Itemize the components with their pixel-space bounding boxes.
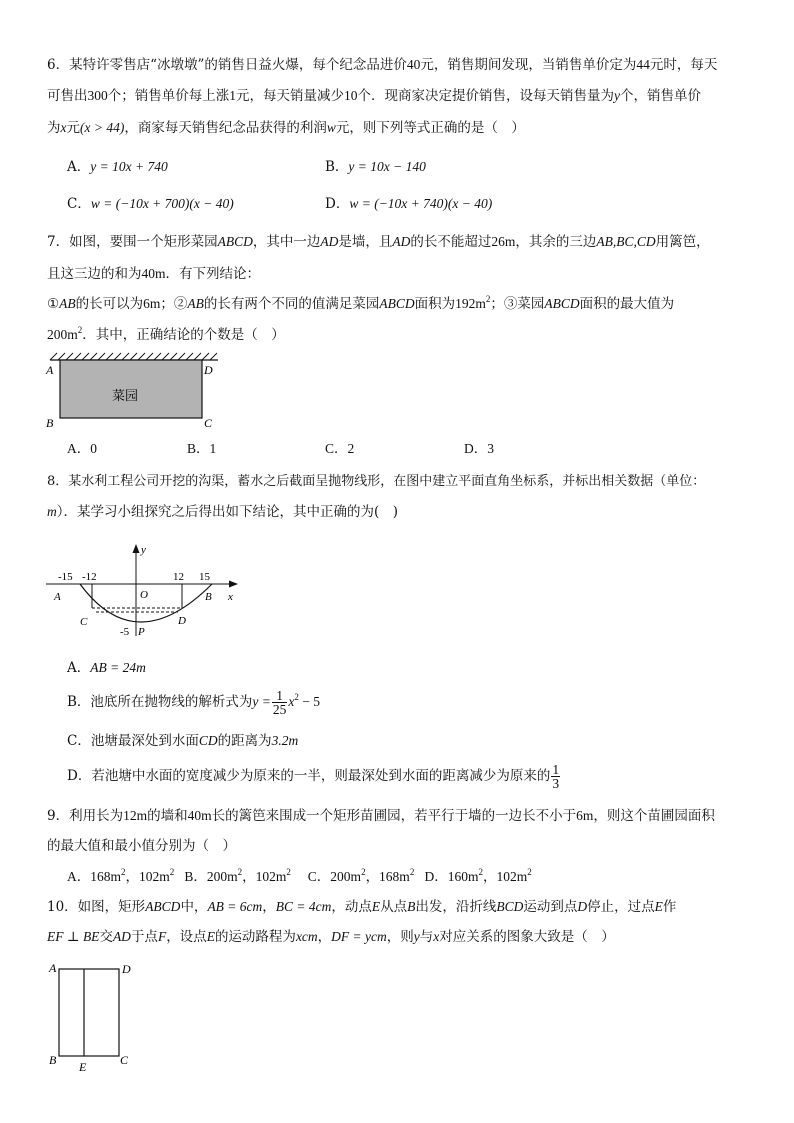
q7-option-a[interactable] xyxy=(67,439,97,459)
num: 6m xyxy=(576,808,594,823)
label-p: P xyxy=(138,626,145,638)
text: 面积的最大值为 xyxy=(579,296,675,312)
var: AD xyxy=(392,234,411,249)
q7-line-1 xyxy=(47,232,710,252)
option-expr: y = 10x + 740 xyxy=(90,159,168,174)
exp: 2 xyxy=(409,867,415,877)
label-b: B xyxy=(205,591,212,603)
option-text: A．0 xyxy=(67,441,97,456)
option-text: B．池底所在抛物线的解析式为 xyxy=(67,694,253,710)
text: 中， xyxy=(180,899,208,915)
var: AB xyxy=(187,296,204,311)
exp: 2 xyxy=(237,867,243,877)
text: ，则 xyxy=(386,929,414,945)
expr: y = xyxy=(252,694,271,709)
var: AB xyxy=(59,296,76,311)
var: y xyxy=(614,88,620,103)
num: 12m xyxy=(123,808,148,823)
var: AD xyxy=(112,929,131,944)
q8-option-b[interactable] xyxy=(67,686,320,718)
label-c: C xyxy=(80,616,88,628)
q6-line-3 xyxy=(47,118,525,138)
num: 1 xyxy=(229,88,236,103)
text: 的墙和 xyxy=(147,808,188,824)
q7-line-4 xyxy=(47,325,285,345)
exp: 2 xyxy=(169,867,175,877)
q6-line-2 xyxy=(47,86,701,106)
var: ABCD xyxy=(217,234,253,249)
num: 40m xyxy=(141,266,166,281)
var: E xyxy=(206,929,215,944)
option-text: B．1 xyxy=(187,441,217,456)
q10-line-2 xyxy=(47,927,615,947)
expr: xcm xyxy=(295,929,318,944)
q8-line-1 xyxy=(47,472,705,492)
var: ABCD xyxy=(544,296,580,311)
var: ABCD xyxy=(379,296,415,311)
text: 长的篱笆来围成一个矩形苗圃园，若平行于墙的一边长不小于 xyxy=(211,808,577,824)
text: 停止，过点 xyxy=(587,899,655,915)
num: 200m xyxy=(47,327,78,342)
text: 交 xyxy=(99,929,113,945)
text: 且这三边的和为 xyxy=(47,266,142,282)
label-d: D xyxy=(122,962,131,976)
option-label: A． xyxy=(67,159,91,175)
q6-option-c[interactable] xyxy=(67,194,234,214)
label-c: C xyxy=(120,1053,129,1067)
option-text: 的距离为 xyxy=(217,733,272,749)
numerator: 1 xyxy=(552,762,560,777)
text: 10．如图，矩形 xyxy=(47,899,146,915)
text: ① xyxy=(47,296,60,312)
label-y: y xyxy=(141,544,146,556)
text: 个，销售单价 xyxy=(620,88,701,104)
option-label: C． xyxy=(67,196,91,212)
text: 出发，沿折线 xyxy=(415,899,497,915)
option-text: D．160m xyxy=(424,869,479,884)
expr: AB = 6cm xyxy=(207,899,263,914)
text: ，则这个苗圃园面积 xyxy=(593,808,715,824)
q9-line-2 xyxy=(47,836,236,856)
text: 作 xyxy=(662,899,677,915)
q7-garden-figure xyxy=(40,350,230,432)
var: E xyxy=(654,899,663,914)
exp: 2 xyxy=(286,867,291,877)
q9-options xyxy=(67,867,532,887)
label-c: C xyxy=(204,416,213,430)
option-text: C．200m xyxy=(307,869,362,884)
exp: 2 xyxy=(294,692,299,702)
expr: DF = ycm xyxy=(331,929,387,944)
option-text: D．若池塘中水面的宽度减少为原来的一半，则最深处到水面的距离减少为原来的 xyxy=(67,768,551,784)
option-text: D．3 xyxy=(464,441,494,456)
var: CD xyxy=(198,733,218,748)
text: 的长有两个不同的值满足菜园 xyxy=(203,296,380,312)
label-a: A xyxy=(46,363,54,377)
text: 元，每天销量减少 xyxy=(236,88,344,104)
q9-option-c[interactable] xyxy=(308,869,415,884)
option-text: B．200m xyxy=(184,869,238,884)
var: D xyxy=(577,899,588,914)
q8-option-c[interactable] xyxy=(67,731,298,751)
label-d: D xyxy=(178,615,186,627)
text: 是墙，且 xyxy=(338,234,393,250)
num: 10 xyxy=(344,88,358,103)
condition: (x > 44) xyxy=(80,120,125,135)
garden-label: 菜园 xyxy=(112,389,139,404)
text: 的运动路程为 xyxy=(214,929,296,945)
fraction xyxy=(551,763,560,790)
exp: 2 xyxy=(121,867,126,877)
text: 9．利用长为 xyxy=(47,808,124,824)
text: 用篱笆， xyxy=(655,234,710,250)
label-a: A xyxy=(49,961,57,975)
q7-option-c[interactable] xyxy=(325,439,354,459)
expr: − 5 xyxy=(298,694,321,709)
num: 40 xyxy=(406,57,421,72)
text: 为 xyxy=(47,120,61,136)
text: 的长可以为 xyxy=(75,296,144,312)
label-d: D xyxy=(204,363,213,377)
y-axis-arrow xyxy=(133,544,140,553)
text: 6．某特许零售店“冰墩墩”的销售日益火爆，每个纪念品进价 xyxy=(47,57,407,73)
var: x xyxy=(433,929,440,944)
text: 与 xyxy=(419,929,434,945)
text: 7．如图，要围一个矩形菜园 xyxy=(47,234,218,250)
q8-parabola-figure xyxy=(40,538,245,640)
var: AB,BC,CD xyxy=(596,234,656,249)
text: 的最大值和最小值分别为（ ） xyxy=(47,838,236,854)
text: 元，销售期间发现，当销售单价定为 xyxy=(420,57,637,73)
var: ABCD xyxy=(145,899,181,914)
q10-rectangle-figure xyxy=(44,958,144,1076)
num: 6m xyxy=(143,296,161,311)
option-text: C．池塘最深处到水面 xyxy=(67,733,199,749)
option-text: ，102m xyxy=(242,869,287,884)
fraction xyxy=(272,689,288,716)
text: 元 xyxy=(66,120,80,136)
rectangle-abcd xyxy=(59,969,119,1056)
expr: BC = 4cm xyxy=(275,899,332,914)
var: E xyxy=(371,899,381,914)
q10-line-1 xyxy=(47,897,676,917)
text: 元，则下列等式正确的是（ ） xyxy=(335,120,525,136)
label-15: 15 xyxy=(199,571,210,583)
var: BCD xyxy=(496,899,524,914)
option-label: D． xyxy=(325,196,350,212)
text: 元时，每天 xyxy=(649,57,718,73)
expr: x xyxy=(288,694,295,709)
q7-line-3 xyxy=(47,294,674,314)
value: 3.2m xyxy=(271,733,299,748)
text: 8．某水利工程公司开挖的沟渠，蓄水之后截面呈抛物线形，在图中建立平面直角坐标系，并标出相关数据（单位： xyxy=(47,474,706,489)
text: 对应关系的图象大致是（ ） xyxy=(439,929,615,945)
q8-line-2 xyxy=(47,502,398,522)
var: AD xyxy=(320,234,339,249)
q8-option-d[interactable] xyxy=(67,760,561,792)
label-e: E xyxy=(79,1060,87,1074)
label-a: A xyxy=(54,591,61,603)
num: 300 xyxy=(87,88,108,103)
exp: 2 xyxy=(478,867,483,877)
text: 面积为 xyxy=(414,296,456,312)
text: 可售出 xyxy=(47,88,88,104)
var: x xyxy=(60,120,67,135)
denominator: 3 xyxy=(552,776,560,791)
num: 44 xyxy=(636,57,650,72)
label-b: B xyxy=(49,1053,57,1067)
denominator: 25 xyxy=(272,702,287,717)
option-expr: w = (−10x + 700)(x − 40) xyxy=(90,196,234,211)
label-b: B xyxy=(46,416,54,430)
num: 26m xyxy=(491,234,516,249)
var: w xyxy=(326,120,336,135)
exp: 2 xyxy=(485,294,491,304)
q8-option-a[interactable] xyxy=(67,658,146,678)
text: ；② xyxy=(160,296,188,312)
q7-option-b[interactable] xyxy=(187,439,216,459)
text: 的长不能超过 xyxy=(410,234,492,250)
text: ．有下列结论： xyxy=(165,266,261,282)
unit: m xyxy=(47,504,57,519)
text: ，动点 xyxy=(331,899,372,915)
q9-option-a[interactable] xyxy=(67,869,174,884)
text: ，其中一边 xyxy=(252,234,321,250)
text: 个．现商家决定提价销售，设每天销售量为 xyxy=(357,88,614,104)
q6-option-b[interactable] xyxy=(325,157,426,177)
var: F xyxy=(157,929,167,944)
x-axis-arrow xyxy=(229,581,238,588)
num: 40m xyxy=(187,808,212,823)
q7-option-d[interactable] xyxy=(464,439,494,459)
exp: 2 xyxy=(77,325,83,335)
label-o: O xyxy=(140,589,148,601)
text: ；③菜园 xyxy=(490,296,545,312)
label-minus-5: -5 xyxy=(120,626,130,638)
option-text: A．168m xyxy=(67,869,121,884)
option-expr: AB = 24m xyxy=(90,660,146,675)
exp: 2 xyxy=(527,867,532,877)
q6-option-a[interactable] xyxy=(67,157,168,177)
text: 于点 xyxy=(130,929,158,945)
q9-option-b[interactable] xyxy=(184,869,291,884)
text: 从点 xyxy=(380,899,408,915)
var: B xyxy=(407,899,416,914)
expr: EF ⊥ BE xyxy=(47,929,100,944)
option-text: ，102m xyxy=(482,869,528,884)
text: ，其余的三边 xyxy=(515,234,597,250)
var: y xyxy=(413,929,420,944)
q6-line-1 xyxy=(47,55,717,75)
text: ．其中，正确结论的个数是（ ） xyxy=(82,327,285,343)
option-text: ，102m xyxy=(125,869,170,884)
q6-option-d[interactable] xyxy=(325,194,492,214)
text: ，设点 xyxy=(166,929,207,945)
option-label: B． xyxy=(325,159,349,175)
label-12: 12 xyxy=(173,571,184,583)
exp: 2 xyxy=(361,867,366,877)
option-expr: w = (−10x + 740)(x − 40) xyxy=(349,196,493,211)
text: ，商家每天销售纪念品获得的利润 xyxy=(124,120,327,136)
text: 运动到点 xyxy=(523,899,578,915)
option-expr: y = 10x − 140 xyxy=(348,159,426,174)
q9-line-1 xyxy=(47,806,715,826)
label-minus-12: -12 xyxy=(82,571,97,583)
q7-line-2 xyxy=(47,264,260,284)
text: ， xyxy=(317,929,332,945)
wall-hatching xyxy=(50,353,217,360)
option-text: C．2 xyxy=(325,441,355,456)
numerator: 1 xyxy=(272,689,288,703)
text: ， xyxy=(262,899,276,915)
label-minus-15: -15 xyxy=(58,571,73,583)
text: ）．某学习小组探究之后得出如下结论，其中正确的为( ) xyxy=(56,504,399,520)
label-x: x xyxy=(228,591,233,603)
q9-option-d[interactable] xyxy=(424,869,531,884)
option-text: ，168m xyxy=(365,869,410,884)
num: 192m xyxy=(455,296,486,311)
text: 个；销售单价每上涨 xyxy=(107,88,230,104)
option-label: A． xyxy=(67,660,91,676)
